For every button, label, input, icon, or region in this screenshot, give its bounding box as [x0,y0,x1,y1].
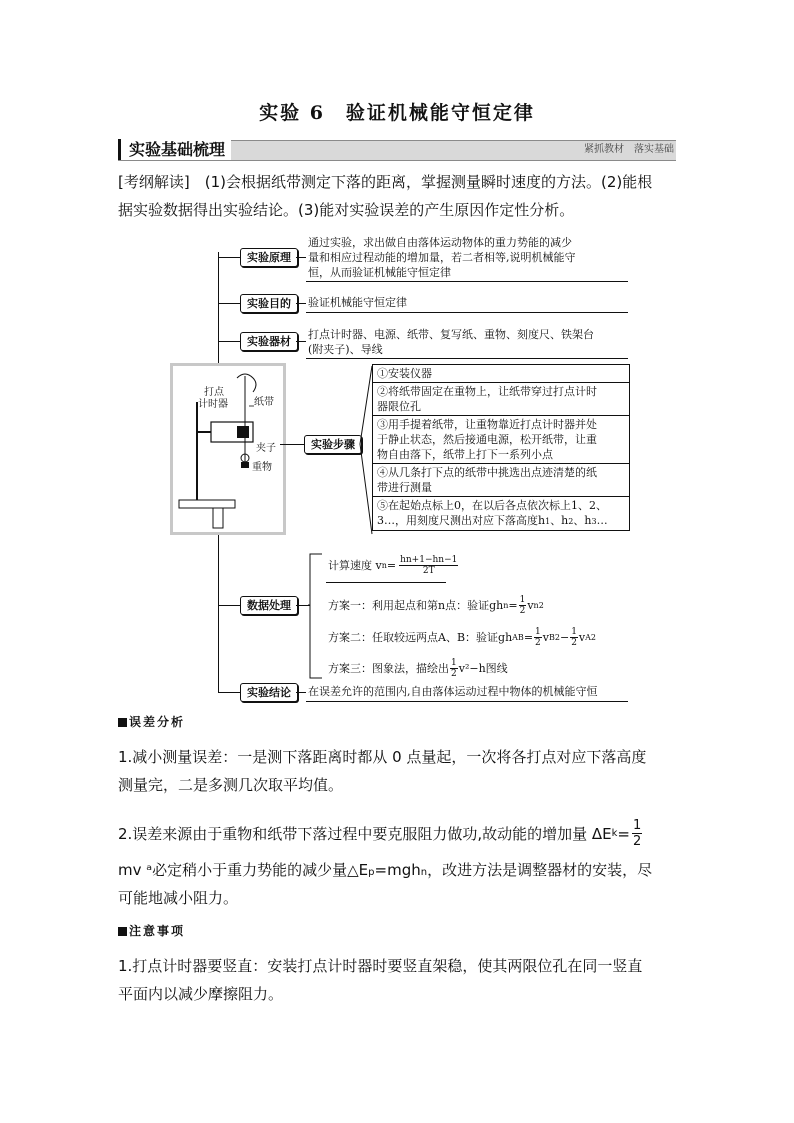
notes-p1-line-1: 1.打点计时器要竖直：安装打点计时器时要竖直架稳，使其两限位孔在同一竖直 [118,957,643,975]
label-clip: 夹子 [256,443,276,454]
errors-p2-line-1: 2.误差来源由于重物和纸带下落过程中要克服阻力做功,故动能的增加量 ΔE k = $\frac{1}{2}$ [118,818,642,849]
notes-heading: 注意事项 [118,922,185,939]
half-fraction: $\frac{1}{2}$ [632,818,642,849]
label-weight: 重物 [252,462,272,473]
step-2: ②将纸带固定在重物上，让纸带穿过打点计时 器限位孔 [373,383,629,416]
purpose-text: 验证机械能守恒定律 [308,296,407,309]
heading-square-icon [118,718,127,727]
branch-line [218,303,240,304]
purpose-tag: 实验目的 [240,294,298,313]
connector-line [296,692,306,693]
branch-line [280,444,304,445]
step-3: ③用手提着纸带，让重物靠近打点计时器并处 于静止状态，然后接通电源，松开纸带，让重 物自由落下，纸带上打下一系列小点 [373,416,629,464]
equipment-line-1: 打点计时器、电源、纸带、复写纸、重物、刻度尺、铁架台 [308,328,594,341]
speed-formula: 计算速度 v n = $\frac{hn+1-hn-1}{2T}$ [328,555,458,576]
steps-box [372,364,630,531]
step-4: ④从几条打下点的纸带中挑选出点迹清楚的纸 带进行测量 [373,464,629,497]
branch-line [218,605,240,606]
underline [326,582,446,583]
connector-line [296,605,310,606]
syllabus-line-2: 据实验数据得出实验结论。(3)能对实验误差的产生原因作定性分析。 [118,201,575,219]
underline [306,701,628,702]
page-title: 实验 6 验证机械能守恒定律 [259,102,535,124]
notes-p1-line-2: 平面内以减少摩擦阻力。 [118,985,284,1003]
step-5: ⑤在起始点标上0，在以后各点依次标上1、2、 3…，用刻度尺测出对应下落高度h1、h2、h3… [377,499,608,527]
errors-p1-line-2: 测量完，二是多测几次取平均值。 [118,776,344,794]
plan-1: 方案一：利用起点和第n点：验证gh n = $\frac{1}{2}$ v n 2 [328,595,544,616]
errors-p1-line-1: 1.减小测量误差：一是测下落距离时都从 0 点量起，一次将各打点对应下落高度 [118,748,647,766]
underline [306,358,628,359]
branch-line [218,257,240,258]
syllabus-tag: [考纲解读] [118,173,190,191]
principle-tag: 实验原理 [240,248,298,267]
syllabus-line-1: [考纲解读] (1)会根据纸带测定下落的距离，掌握测量瞬时速度的方法。(2)能根 [118,173,653,191]
errors-p2-line-3: 可能地减小阻力。 [118,889,239,907]
plan-2: 方案二：任取较远两点A、B：验证gh AB = $\frac{1}{2}$ v B 2 − $\frac{1}{2}$ v A 2 [328,627,597,648]
equipment-tag: 实验器材 [240,332,298,351]
label-timer: 打点 [204,387,224,398]
speed-fraction: $\frac{hn+1-hn-1}{2T}$ [400,555,458,576]
errors-p2-line-2: mv ᵃ必定稍小于重力势能的减少量△Ep=mghn，改进方法是调整器材的安装，尽 [118,861,653,879]
branch-line [218,341,240,342]
connector-line [296,303,306,304]
data-bracket [308,552,324,680]
underline [306,281,628,282]
underline [306,312,628,313]
label-timer-2: 计时器 [198,399,228,410]
principle-line-2: 量和相应过程动能的增加量，若二者相等,说明机械能守 [308,251,576,264]
heading-square-icon [118,927,127,936]
conclusion-tag: 实验结论 [240,683,298,702]
steps-tag: 实验步骤 [304,435,362,454]
principle-line-1: 通过实验，求出做自由落体运动物体的重力势能的减少 [308,236,572,249]
section-subtitle: 紧抓教材 落实基础 [584,144,674,155]
branch-line [218,692,240,693]
errors-heading: 误差分析 [118,713,185,730]
connector-line [296,341,306,342]
plan-3: 方案三：图象法，描绘出 $\frac{1}{2}$ v²−h图线 [328,658,508,679]
principle-line-3: 恒，从而验证机械能守恒定律 [308,266,451,279]
label-tape: 纸带 [254,397,274,408]
step-1: ①安装仪器 [373,365,629,383]
equipment-line-2: (附夹子)、导线 [308,343,383,356]
data-tag: 数据处理 [240,596,298,615]
conclusion-text: 在误差允许的范围内,自由落体运动过程中物体的机械能守恒 [308,685,598,698]
connector-line [296,257,306,258]
section-label: 实验基础梳理 [118,139,231,160]
